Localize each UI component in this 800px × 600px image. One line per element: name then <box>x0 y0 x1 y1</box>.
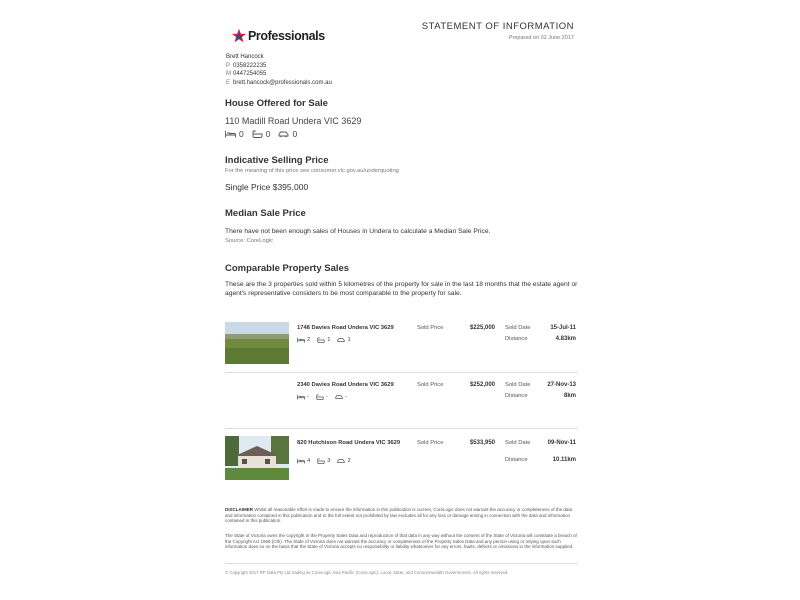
offered-cars-value: 0 <box>292 129 298 139</box>
prepared-date: Prepared on 02 June 2017 <box>508 35 574 41</box>
state-copyright-notice: The State of Victoria owns the copyright in the Property Sales Data and reproduction of that data in any way without the consent of the State of Victoria will constitute a breach of the Copyright Act 1968 (Cth). The State of Victoria does not warrant the accuracy or completeness of the Property Sales Data and any person using or relying upon such information does so on the basis that the State of Victoria accepts no responsibility or liability whatsoever for any errors, faults, defects or omissions in the information supplied. <box>225 533 577 550</box>
disclaimer-text: Whilst all reasonable effort is made to ensure the information in this publication is current, CoreLogic does not warrant the accuracy or completeness of the data and information contained in this publication and to the full extent not prohibited by law excludes all for any loss or damage arising in connection with the data and information contained in this publication. <box>225 507 573 524</box>
median-text: There have not been enough sales of Houses in Undera to calculate a Median Sale Price. <box>225 228 491 235</box>
comparable-3-sold-price-label: Sold Price <box>417 440 444 446</box>
mobile-label: M <box>226 71 231 77</box>
comparable-2-price: $252,000 <box>469 382 495 388</box>
indicative-heading: Indicative Selling Price <box>225 155 329 166</box>
bath-icon <box>317 337 325 343</box>
agent-name: Brett Hancock <box>226 54 264 60</box>
comparable-divider-2 <box>225 428 578 429</box>
offered-features <box>225 129 305 139</box>
median-heading: Median Sale Price <box>225 208 306 219</box>
offered-address: 110 Madill Road Undera VIC 3629 <box>225 116 362 126</box>
indicative-note: For the meaning of this price see consumer.vic.gov.au/underquoting <box>225 168 399 174</box>
comparable-divider-1 <box>225 372 578 373</box>
bed-icon <box>297 337 305 343</box>
disclaimer <box>225 507 580 524</box>
car-icon <box>278 130 289 138</box>
comparable-1-distance: 4.83km <box>555 336 576 342</box>
comparable-intro: These are the 3 properties sold within 5 kilometres of the property for sale in the last 18 months that the estate agent or agent's representative considers to be most comparable to the property for sale. <box>225 281 578 297</box>
comparable-3-price: $533,950 <box>469 440 495 446</box>
comparable-2-sold-price-label: Sold Price <box>417 382 444 388</box>
agent-mobile[interactable]: 0447254055 <box>233 71 267 77</box>
comparable-1-features <box>297 337 358 343</box>
comparable-1-photo <box>225 322 289 364</box>
agent-email-row <box>226 79 332 88</box>
agent-contact <box>226 53 332 87</box>
comparable-2-sold-date-label: Sold Date <box>505 382 531 388</box>
bath-icon <box>316 394 324 400</box>
bath-icon <box>317 458 325 464</box>
comparable-1-distance-label: Distance <box>505 336 528 342</box>
comparable-3-date: 09-Nov-11 <box>547 440 576 446</box>
comparable-1-price: $225,000 <box>469 325 495 331</box>
comparable-2-features <box>297 394 354 400</box>
median-source: Source: CoreLogic <box>225 238 274 244</box>
indicative-price: Single Price $395,000 <box>225 182 309 192</box>
agent-phone-row <box>226 62 332 71</box>
comparable-2-date: 27-Nov-13 <box>547 382 576 388</box>
car-icon <box>337 337 345 343</box>
comparable-3-distance: 10.11km <box>552 457 576 463</box>
bed-icon <box>225 130 236 138</box>
footer-divider <box>225 563 578 564</box>
email-label: E <box>226 79 231 86</box>
comparable-3-address: 820 Hutchison Road Undera VIC 3629 <box>297 440 401 446</box>
bath-icon <box>252 130 263 138</box>
agent-phone[interactable]: 0358222235 <box>233 62 267 69</box>
comparable-2-beds: - <box>307 394 309 400</box>
comparable-2-distance: 8km <box>563 393 576 399</box>
comparable-1-address: 1748 Davies Road Undera VIC 3629 <box>297 325 394 331</box>
comparable-2-address: 2340 Davies Road Undera VIC 3629 <box>297 382 394 388</box>
comparable-2-baths: - <box>325 394 328 400</box>
phone-label: P <box>226 62 231 69</box>
comparable-1-sold-price-label: Sold Price <box>417 325 444 331</box>
disclaimer-label: DISCLAIMER <box>225 507 253 512</box>
comparable-3-cars: 2 <box>347 458 351 464</box>
offered-baths-value: 0 <box>265 129 271 139</box>
comparable-3-baths: 3 <box>327 458 331 464</box>
offered-beds <box>225 129 244 139</box>
offered-beds-value: 0 <box>239 129 244 139</box>
comparable-2-cars: - <box>344 394 347 400</box>
car-icon <box>337 458 345 464</box>
comparable-1-date: 15-Jul-11 <box>550 325 576 331</box>
offered-cars <box>278 129 297 139</box>
offered-baths <box>252 129 271 139</box>
comparable-1-cars: 1 <box>347 337 351 343</box>
comparable-3-photo <box>225 436 289 480</box>
agent-email[interactable]: brett.hancock@professionals.com.au <box>233 79 332 86</box>
comparable-3-beds: 4 <box>307 458 311 464</box>
bed-icon <box>297 394 305 400</box>
car-icon <box>335 394 343 400</box>
comparable-3-sold-date-label: Sold Date <box>505 440 531 446</box>
comparable-3-distance-label: Distance <box>505 457 528 463</box>
comparable-heading: Comparable Property Sales <box>225 263 350 274</box>
comparable-2-distance-label: Distance <box>505 393 528 399</box>
agent-mobile-row <box>226 70 332 79</box>
comparable-3-features <box>297 458 358 464</box>
star-logo-icon <box>231 28 247 44</box>
document-title: STATEMENT OF INFORMATION <box>421 21 574 32</box>
comparable-1-sold-date-label: Sold Date <box>505 325 531 331</box>
copyright-notice: © Copyright 2017 RP Data Pty Ltd trading as CoreLogic Asia Pacific (CoreLogic), Local, State, and Commonwealth Governments. All rights reserved. <box>225 570 509 575</box>
comparable-1-baths: 1 <box>327 337 331 343</box>
brand-name: Professionals <box>248 29 325 43</box>
offered-heading: House Offered for Sale <box>225 98 328 109</box>
comparable-1-beds: 2 <box>307 337 311 343</box>
brand-logo <box>231 28 325 44</box>
bed-icon <box>297 458 305 464</box>
